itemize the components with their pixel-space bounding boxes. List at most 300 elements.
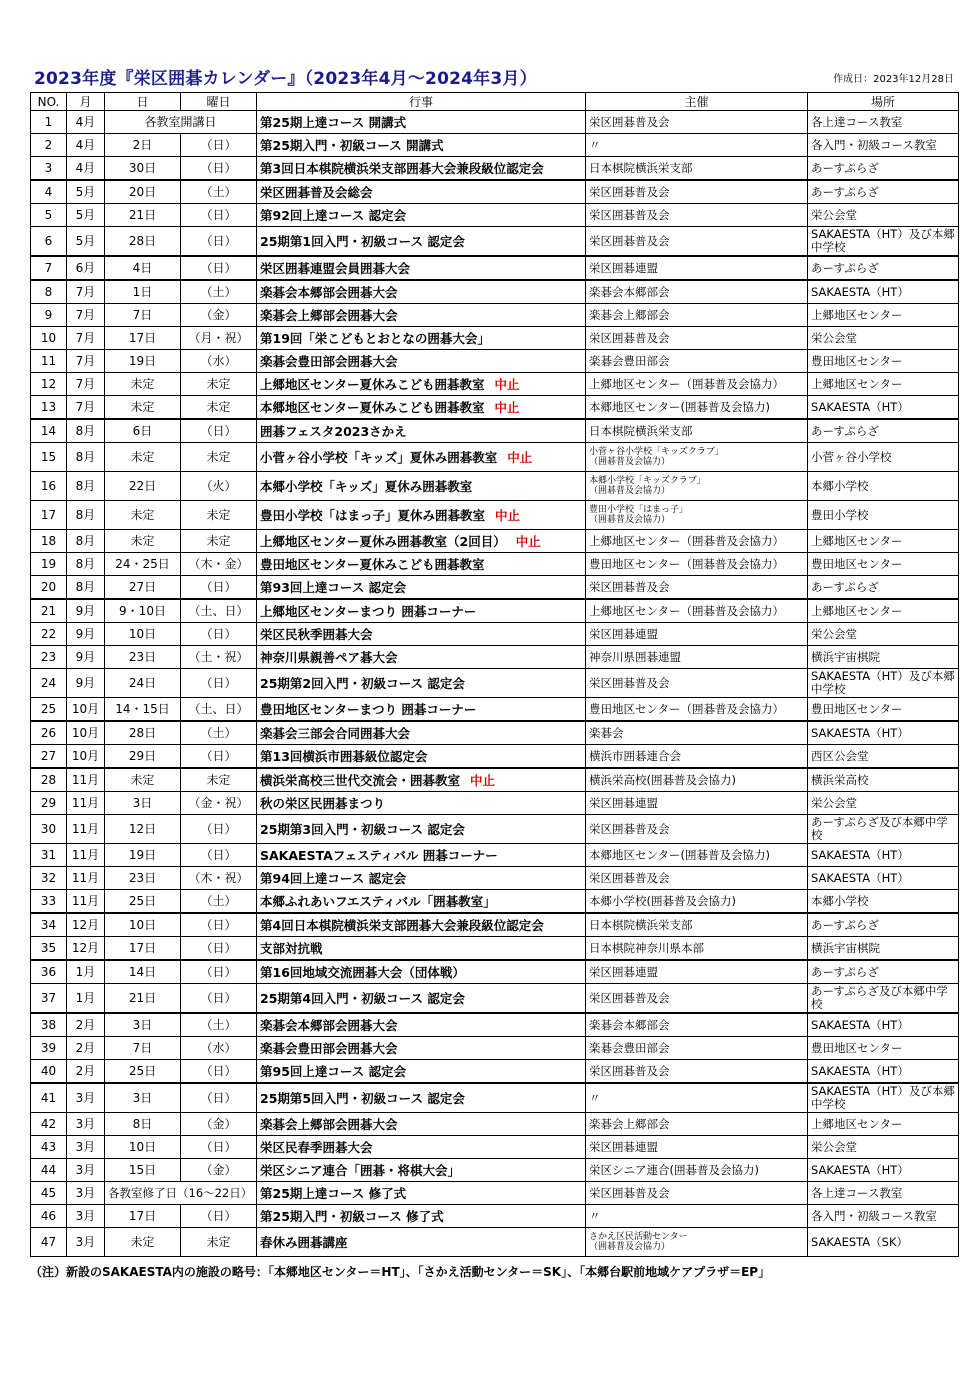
event-name: 楽碁会上郷部会囲碁大会	[260, 307, 398, 323]
organizer-line: 小菅ヶ谷小学校「キッズクラブ」	[589, 447, 724, 457]
row-organizer: 栄区囲碁連盟	[586, 1136, 808, 1159]
row-month: 4月	[67, 111, 105, 134]
header-organizer: 主催	[586, 93, 808, 111]
row-day: 6日	[105, 419, 181, 443]
row-organizer: 楽碁会豊田部会	[586, 350, 808, 373]
row-organizer: 本郷地区センター(囲碁普及会協力)	[586, 396, 808, 420]
row-weekday: （日）	[181, 1083, 257, 1113]
row-no: 2	[31, 134, 67, 157]
table-row	[31, 419, 959, 443]
row-event	[257, 1136, 586, 1159]
row-no: 45	[31, 1182, 67, 1205]
header-no: NO.	[31, 93, 67, 111]
row-month: 5月	[67, 204, 105, 227]
header-venue: 場所	[808, 93, 959, 111]
row-day: 未定	[105, 501, 181, 530]
row-month: 9月	[67, 599, 105, 623]
row-weekday: （日）	[181, 623, 257, 646]
row-no: 33	[31, 890, 67, 914]
event-name: 25期第1回入門・初級コース 認定会	[260, 233, 465, 249]
row-day: 10日	[105, 913, 181, 937]
row-organizer: 栄区囲碁普及会	[586, 815, 808, 844]
row-month: 6月	[67, 256, 105, 280]
row-weekday: （日）	[181, 1136, 257, 1159]
row-venue: SAKAESTA（HT）	[808, 1159, 959, 1182]
table-row	[31, 844, 959, 867]
row-no: 41	[31, 1083, 67, 1113]
table-row	[31, 1083, 959, 1113]
row-month: 11月	[67, 890, 105, 914]
row-day: 25日	[105, 890, 181, 914]
row-no: 16	[31, 472, 67, 501]
event-name: 楽碁会三部会合同囲碁大会	[260, 725, 411, 741]
row-month: 7月	[67, 373, 105, 396]
row-month: 10月	[67, 745, 105, 769]
table-row	[31, 553, 959, 576]
row-organizer: 日本棋院横浜栄支部	[586, 419, 808, 443]
row-event	[257, 280, 586, 304]
table-row	[31, 1228, 959, 1257]
event-name: 第95回上達コース 認定会	[260, 1063, 407, 1079]
row-event	[257, 792, 586, 815]
row-venue: 上郷地区センター	[808, 599, 959, 623]
row-organizer: 楽碁会上郷部会	[586, 1113, 808, 1136]
row-event	[257, 844, 586, 867]
row-day: 各教室開講日	[105, 111, 257, 134]
row-venue: SAKAESTA（HT）	[808, 1060, 959, 1084]
row-weekday: （水）	[181, 350, 257, 373]
row-month: 4月	[67, 134, 105, 157]
table-row	[31, 867, 959, 890]
event-name: 第25期上達コース 修了式	[260, 1185, 407, 1201]
organizer-line: （囲碁普及会協力）	[589, 457, 671, 467]
row-day: 7日	[105, 304, 181, 327]
row-event	[257, 327, 586, 350]
row-venue: SAKAESTA（HT）	[808, 396, 959, 420]
cancelled-badge: 中止	[515, 533, 541, 549]
row-day: 17日	[105, 937, 181, 961]
row-weekday: 未定	[181, 443, 257, 472]
row-day: 未定	[105, 396, 181, 420]
row-venue: 各上達コース教室	[808, 1182, 959, 1205]
row-no: 28	[31, 768, 67, 792]
row-weekday: （日）	[181, 227, 257, 257]
row-organizer: 栄区囲碁連盟	[586, 256, 808, 280]
row-venue: 本郷小学校	[808, 472, 959, 501]
row-weekday: 未定	[181, 396, 257, 420]
table-row	[31, 350, 959, 373]
row-no: 40	[31, 1060, 67, 1084]
calendar-page	[30, 60, 958, 1280]
row-day: 22日	[105, 472, 181, 501]
event-name: 上郷地区センター夏休み囲碁教室（2回目）	[260, 533, 506, 549]
row-day: 19日	[105, 844, 181, 867]
table-row	[31, 1037, 959, 1060]
row-month: 3月	[67, 1159, 105, 1182]
row-weekday: （金）	[181, 1113, 257, 1136]
row-day: 17日	[105, 327, 181, 350]
row-weekday: （木・祝）	[181, 867, 257, 890]
row-venue: 栄公会堂	[808, 1136, 959, 1159]
row-weekday: （水）	[181, 1037, 257, 1060]
table-row	[31, 1113, 959, 1136]
organizer-line: 本郷小学校「キッズクラブ」	[589, 476, 706, 486]
footnote: （注）新設のSAKAESTA内の施設の略号：「本郷地区センター＝HT」、「さかえ活動センター＝SK」、「本郷台駅前地域ケアプラザ＝EP」	[30, 1265, 771, 1279]
row-event	[257, 623, 586, 646]
event-name: 上郷地区センター夏休みこども囲碁教室	[260, 376, 485, 392]
row-month: 2月	[67, 1060, 105, 1084]
row-month: 11月	[67, 867, 105, 890]
event-table	[30, 92, 959, 1257]
row-venue: 栄公会堂	[808, 327, 959, 350]
row-organizer: 栄区囲碁普及会	[586, 1182, 808, 1205]
row-no: 43	[31, 1136, 67, 1159]
row-event	[257, 256, 586, 280]
row-weekday: 未定	[181, 768, 257, 792]
row-event	[257, 937, 586, 961]
row-month: 11月	[67, 768, 105, 792]
row-organizer: 栄区囲碁普及会	[586, 111, 808, 134]
row-day: 15日	[105, 1159, 181, 1182]
row-event	[257, 960, 586, 984]
row-day: 14日	[105, 960, 181, 984]
row-event	[257, 553, 586, 576]
event-name: 第25期上達コース 開講式	[260, 114, 407, 130]
row-day: 各教室修了日（16～22日）	[105, 1182, 257, 1205]
row-event	[257, 350, 586, 373]
table-row	[31, 890, 959, 914]
row-venue: 豊田地区センター	[808, 1037, 959, 1060]
row-organizer: 豊田地区センター（囲碁普及会協力）	[586, 698, 808, 722]
row-day: 8日	[105, 1113, 181, 1136]
row-venue: 豊田小学校	[808, 501, 959, 530]
header-month: 月	[67, 93, 105, 111]
row-no: 4	[31, 180, 67, 204]
row-weekday: （土）	[181, 180, 257, 204]
row-day: 10日	[105, 623, 181, 646]
header-event: 行事	[257, 93, 586, 111]
header-weekday: 曜日	[181, 93, 257, 111]
row-month: 12月	[67, 937, 105, 961]
row-organizer	[586, 472, 808, 501]
created-date: 作成日：2023年12月28日	[833, 74, 954, 85]
row-no: 42	[31, 1113, 67, 1136]
row-month: 8月	[67, 419, 105, 443]
row-no: 35	[31, 937, 67, 961]
row-day: 3日	[105, 792, 181, 815]
table-row	[31, 256, 959, 280]
row-no: 32	[31, 867, 67, 890]
row-weekday: （日）	[181, 256, 257, 280]
row-event	[257, 501, 586, 530]
row-weekday: （金）	[181, 1159, 257, 1182]
event-name: 25期第3回入門・初級コース 認定会	[260, 821, 465, 837]
row-no: 3	[31, 157, 67, 181]
event-name: 楽碁会上郷部会囲碁大会	[260, 1116, 398, 1132]
row-month: 9月	[67, 669, 105, 698]
row-weekday: 未定	[181, 501, 257, 530]
page-title: 2023年度『栄区囲碁カレンダー』（2023年4月～2024年3月）	[34, 69, 537, 89]
row-weekday: （日）	[181, 1060, 257, 1084]
cancelled-badge: 中止	[494, 399, 520, 415]
row-weekday: （土）	[181, 890, 257, 914]
row-month: 1月	[67, 984, 105, 1014]
event-name: 25期第2回入門・初級コース 認定会	[260, 675, 465, 691]
row-event	[257, 1228, 586, 1257]
row-no: 44	[31, 1159, 67, 1182]
row-day: 14・15日	[105, 698, 181, 722]
row-month: 2月	[67, 1013, 105, 1037]
row-event	[257, 443, 586, 472]
row-event	[257, 1113, 586, 1136]
row-venue: 小菅ヶ谷小学校	[808, 443, 959, 472]
row-venue: SAKAESTA（HT）	[808, 280, 959, 304]
row-organizer: 日本棋院横浜栄支部	[586, 157, 808, 181]
table-row	[31, 530, 959, 553]
row-venue: 本郷小学校	[808, 890, 959, 914]
row-day: 24日	[105, 669, 181, 698]
table-row	[31, 623, 959, 646]
row-venue: 上郷地区センター	[808, 530, 959, 553]
row-weekday: （土、日）	[181, 599, 257, 623]
row-day: 7日	[105, 1037, 181, 1060]
row-weekday: （日）	[181, 937, 257, 961]
table-row	[31, 134, 959, 157]
row-organizer: 栄区囲碁普及会	[586, 867, 808, 890]
row-no: 1	[31, 111, 67, 134]
row-day: 21日	[105, 204, 181, 227]
row-month: 8月	[67, 576, 105, 600]
row-event	[257, 157, 586, 181]
row-organizer	[586, 443, 808, 472]
row-month: 8月	[67, 443, 105, 472]
row-day: 1日	[105, 280, 181, 304]
row-no: 19	[31, 553, 67, 576]
row-event	[257, 1182, 586, 1205]
event-name: 神奈川県親善ペア碁大会	[260, 649, 398, 665]
event-name: 栄区囲碁普及会総会	[260, 184, 373, 200]
table-row	[31, 599, 959, 623]
row-event	[257, 1083, 586, 1113]
event-name: 豊田小学校「はまっ子」夏休み囲碁教室	[260, 507, 486, 523]
row-venue: SAKAESTA（HT）	[808, 721, 959, 745]
event-name: 第19回「栄こどもとおとなの囲碁大会」	[260, 330, 490, 346]
table-row	[31, 815, 959, 844]
row-month: 7月	[67, 350, 105, 373]
row-month: 3月	[67, 1136, 105, 1159]
table-row	[31, 304, 959, 327]
row-month: 10月	[67, 721, 105, 745]
table-row	[31, 1182, 959, 1205]
table-row	[31, 327, 959, 350]
row-organizer: 〃	[586, 1083, 808, 1113]
row-month: 7月	[67, 280, 105, 304]
row-weekday: （金・祝）	[181, 792, 257, 815]
row-weekday: （土）	[181, 1013, 257, 1037]
row-day: 23日	[105, 646, 181, 669]
row-venue: 豊田地区センター	[808, 553, 959, 576]
row-weekday: （日）	[181, 157, 257, 181]
row-weekday: 未定	[181, 1228, 257, 1257]
row-no: 34	[31, 913, 67, 937]
table-row	[31, 745, 959, 769]
row-event	[257, 419, 586, 443]
row-month: 8月	[67, 530, 105, 553]
row-organizer: 日本棋院横浜栄支部	[586, 913, 808, 937]
row-organizer	[586, 1228, 808, 1257]
row-no: 38	[31, 1013, 67, 1037]
row-weekday: （金）	[181, 304, 257, 327]
event-name: 第16回地域交流囲碁大会（団体戦）	[260, 964, 465, 980]
row-event	[257, 1060, 586, 1084]
row-venue: 各上達コース教室	[808, 111, 959, 134]
row-venue: 西区公会堂	[808, 745, 959, 769]
row-month: 3月	[67, 1228, 105, 1257]
row-venue: SAKAESTA（HT）	[808, 1013, 959, 1037]
row-no: 39	[31, 1037, 67, 1060]
row-event	[257, 768, 586, 792]
row-venue: 各入門・初級コース教室	[808, 134, 959, 157]
row-day: 9・10日	[105, 599, 181, 623]
event-name: 豊田地区センター夏休みこども囲碁教室	[260, 556, 485, 572]
row-month: 11月	[67, 844, 105, 867]
organizer-line: 豊田小学校「はまっ子」	[589, 505, 689, 515]
row-weekday: （日）	[181, 669, 257, 698]
row-organizer: 栄区囲碁普及会	[586, 227, 808, 257]
event-name: 上郷地区センターまつり 囲碁コーナー	[260, 603, 477, 619]
table-row	[31, 280, 959, 304]
event-name: 本郷小学校「キッズ」夏休み囲碁教室	[260, 478, 473, 494]
row-day: 未定	[105, 530, 181, 553]
row-event	[257, 1205, 586, 1228]
row-organizer: 栄区囲碁普及会	[586, 327, 808, 350]
row-event	[257, 1159, 586, 1182]
table-row	[31, 937, 959, 961]
event-name: 楽碁会本郷部会囲碁大会	[260, 284, 398, 300]
row-event	[257, 304, 586, 327]
table-row	[31, 1136, 959, 1159]
table-row	[31, 472, 959, 501]
row-organizer: 上郷地区センター（囲碁普及会協力）	[586, 530, 808, 553]
table-row	[31, 1013, 959, 1037]
row-organizer: 〃	[586, 134, 808, 157]
row-event	[257, 984, 586, 1014]
row-venue: あーすぷらざ	[808, 960, 959, 984]
cancelled-badge: 中止	[494, 376, 520, 392]
row-organizer: 栄区シニア連合(囲碁普及会協力)	[586, 1159, 808, 1182]
row-venue: 上郷地区センター	[808, 304, 959, 327]
row-month: 8月	[67, 501, 105, 530]
event-name: 支部対抗戦	[260, 940, 323, 956]
row-venue: SAKAESTA（HT）	[808, 867, 959, 890]
event-name: 楽碁会豊田部会囲碁大会	[260, 1040, 398, 1056]
row-weekday: 未定	[181, 530, 257, 553]
row-day: 4日	[105, 256, 181, 280]
row-event	[257, 913, 586, 937]
row-no: 10	[31, 327, 67, 350]
row-month: 11月	[67, 815, 105, 844]
row-no: 27	[31, 745, 67, 769]
table-row	[31, 1159, 959, 1182]
cancelled-badge: 中止	[507, 449, 533, 465]
row-venue: SAKAESTA（HT）	[808, 844, 959, 867]
row-weekday: （木・金）	[181, 553, 257, 576]
row-day: 2日	[105, 134, 181, 157]
row-event	[257, 721, 586, 745]
row-weekday: （日）	[181, 576, 257, 600]
row-event	[257, 530, 586, 553]
table-row	[31, 669, 959, 698]
row-weekday: （土、日）	[181, 698, 257, 722]
event-name: 囲碁フェスタ2023さかえ	[260, 423, 407, 439]
row-organizer: 横浜栄高校(囲碁普及会協力)	[586, 768, 808, 792]
row-month: 9月	[67, 646, 105, 669]
table-row	[31, 721, 959, 745]
organizer-line: （囲碁普及会協力）	[589, 515, 671, 525]
table-row	[31, 204, 959, 227]
row-venue: あーすぷらざ	[808, 576, 959, 600]
row-month: 8月	[67, 472, 105, 501]
row-weekday: （日）	[181, 134, 257, 157]
event-name: 栄区囲碁連盟会員囲碁大会	[260, 260, 411, 276]
row-day: 12日	[105, 815, 181, 844]
event-name: 第94回上達コース 認定会	[260, 870, 407, 886]
row-organizer: 楽碁会	[586, 721, 808, 745]
row-weekday: （火）	[181, 472, 257, 501]
row-event	[257, 890, 586, 914]
row-month: 2月	[67, 1037, 105, 1060]
row-venue: あーすぷらざ及び本郷中学校	[808, 815, 959, 844]
row-no: 14	[31, 419, 67, 443]
event-name: 栄区民春季囲碁大会	[260, 1139, 373, 1155]
row-month: 11月	[67, 792, 105, 815]
table-header-row	[31, 93, 959, 111]
table-row	[31, 960, 959, 984]
row-no: 23	[31, 646, 67, 669]
row-weekday: （日）	[181, 419, 257, 443]
row-no: 15	[31, 443, 67, 472]
table-row	[31, 646, 959, 669]
row-no: 8	[31, 280, 67, 304]
row-day: 20日	[105, 180, 181, 204]
row-month: 7月	[67, 304, 105, 327]
row-day: 23日	[105, 867, 181, 890]
event-name: 第13回横浜市囲碁級位認定会	[260, 748, 428, 764]
row-day: 未定	[105, 443, 181, 472]
row-venue: 栄公会堂	[808, 792, 959, 815]
row-month: 12月	[67, 913, 105, 937]
event-name: SAKAESTAフェスティバル 囲碁コーナー	[260, 847, 498, 863]
row-event	[257, 180, 586, 204]
table-row	[31, 501, 959, 530]
cancelled-badge: 中止	[470, 772, 496, 788]
row-venue: 各入門・初級コース教室	[808, 1205, 959, 1228]
row-venue: SAKAESTA（HT）及び本郷中学校	[808, 227, 959, 257]
row-organizer: 本郷小学校(囲碁普及会協力)	[586, 890, 808, 914]
row-no: 18	[31, 530, 67, 553]
event-name: 第93回上達コース 認定会	[260, 579, 407, 595]
row-organizer: 上郷地区センター（囲碁普及会協力）	[586, 599, 808, 623]
row-no: 31	[31, 844, 67, 867]
row-organizer: 本郷地区センター(囲碁普及会協力)	[586, 844, 808, 867]
row-organizer: 豊田地区センター（囲碁普及会協力）	[586, 553, 808, 576]
row-event	[257, 745, 586, 769]
row-no: 11	[31, 350, 67, 373]
row-event	[257, 867, 586, 890]
row-no: 13	[31, 396, 67, 420]
row-weekday: （日）	[181, 984, 257, 1014]
event-name: 第4回日本棋院横浜栄支部囲碁大会兼段級位認定会	[260, 917, 544, 933]
